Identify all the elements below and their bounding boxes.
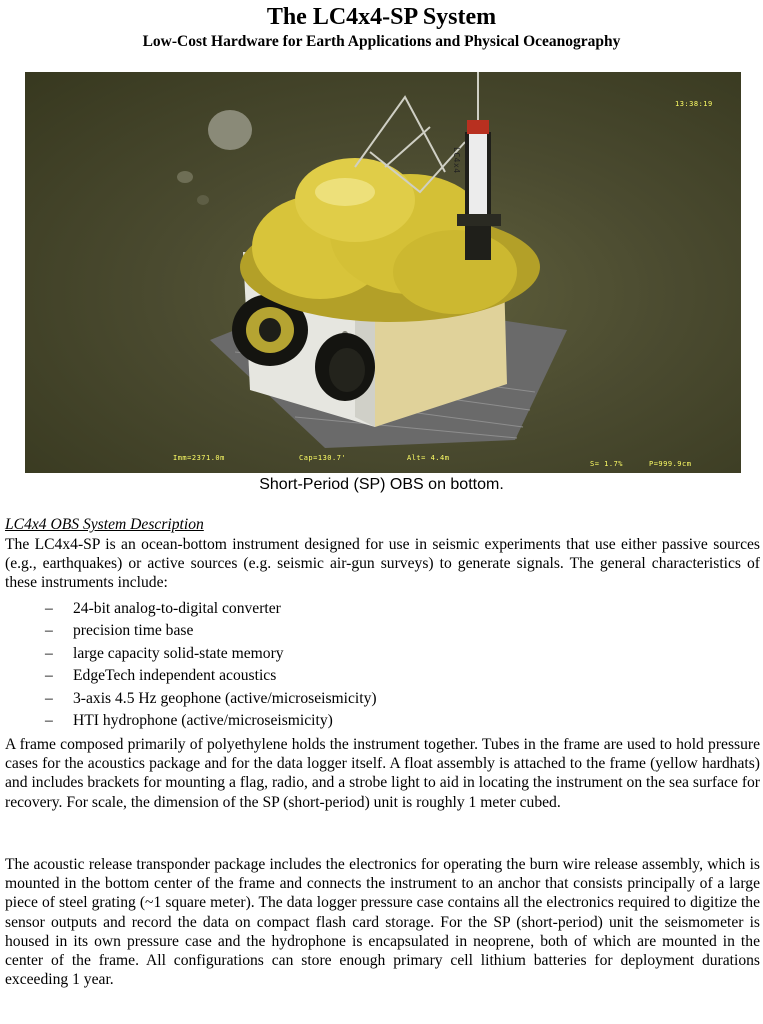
page-subtitle: Low-Cost Hardware for Earth Applications and Physical Oceanography xyxy=(142,33,621,50)
seafloor-rock xyxy=(197,195,209,205)
float-highlight xyxy=(315,178,375,206)
feature-text: precision time base xyxy=(73,622,194,640)
bullet-dash: – xyxy=(45,712,53,730)
mast-bracket xyxy=(457,214,501,226)
feature-text: 3-axis 4.5 Hz geophone (active/microseismicity) xyxy=(73,689,377,707)
acoustic-paragraph: The acoustic release transponder package includes the electronics for operating the burn wire release assembly, which is mounted in the bottom center of the frame and connects the instrument to an anchor that consists principally of a large piece of steel grating (~1 square meter). The data logger pressure case contains all the electronics required to digitize the sensor outputs and record the data on compact flash card storage. For the SP (short-period) unit the seismometer is housed in its own pressure case and the hydrophone is encapsulated in neoprene, both of which are mounted in the center of the frame. All configurations can store enough primary cell lithium batteries for deployment durations exceeding 1 year. xyxy=(5,856,760,989)
strobe-cap xyxy=(467,120,489,134)
list-item xyxy=(0,688,377,710)
strobe-label: LC4x4 xyxy=(452,147,461,174)
feature-text: 24-bit analog-to-digital converter xyxy=(73,600,281,617)
photo-readout-depth: Imm=2371.0m xyxy=(173,454,225,462)
datalogger-tube-end xyxy=(329,348,365,392)
bullet-dash: – xyxy=(45,667,53,685)
frame-paragraph: A frame composed primarily of polyethylene holds the instrument together. Tubes in the frame are used to hold pressure cases for the acoustics package and for the data logger itself. A float assembly is attached to the frame (yellow hardhats) and includes brackets for mounting a flag, radio, and a strobe light to aid in locating the instrument on the sea surface for recovery. For scale, the dimension of the SP (short-period) unit is roughly 1 meter cubed. xyxy=(5,736,760,811)
list-item xyxy=(0,665,377,687)
bullet-dash: – xyxy=(45,644,53,662)
list-item xyxy=(0,598,377,620)
page-title: The LC4x4-SP System xyxy=(266,4,497,30)
section-heading: LC4x4 OBS System Description xyxy=(5,516,204,533)
list-item xyxy=(0,710,377,732)
strobe-body xyxy=(469,134,487,224)
feature-text: large capacity solid-state memory xyxy=(73,644,284,662)
intro-paragraph: The LC4x4-SP is an ocean-bottom instrument designed for use in seismic experiments that use either passive sources (e.g., earthquakes) or active sources (e.g. seismic air-gun surveys) to generate signals. The general characteristics of these instruments include: xyxy=(5,536,760,592)
float-hardhat xyxy=(393,230,517,314)
obs-photo xyxy=(25,72,741,473)
seafloor-rock xyxy=(208,110,252,150)
photo-readout-pressure: P=999.9cm xyxy=(649,460,692,468)
photo-readout-speed: S= 1.7% xyxy=(590,460,624,468)
obs-illustration xyxy=(25,72,741,473)
bullet-dash: – xyxy=(45,600,53,617)
acoustics-tube-core xyxy=(259,318,281,342)
feature-text: EdgeTech independent acoustics xyxy=(73,667,277,685)
list-item xyxy=(0,643,377,665)
photo-caption: Short-Period (SP) OBS on bottom. xyxy=(259,476,504,493)
seafloor-rock xyxy=(177,171,193,183)
feature-list xyxy=(0,598,377,732)
photo-readout-altitude: Alt= 4.4m xyxy=(407,454,450,462)
list-item xyxy=(0,620,377,642)
bullet-dash: – xyxy=(45,622,53,640)
bullet-dash: – xyxy=(45,689,53,707)
photo-timestamp: 13:38:19 xyxy=(675,100,713,108)
feature-text: HTI hydrophone (active/microseismicity) xyxy=(73,712,333,730)
photo-readout-heading: Cap=130.7' xyxy=(299,454,347,462)
